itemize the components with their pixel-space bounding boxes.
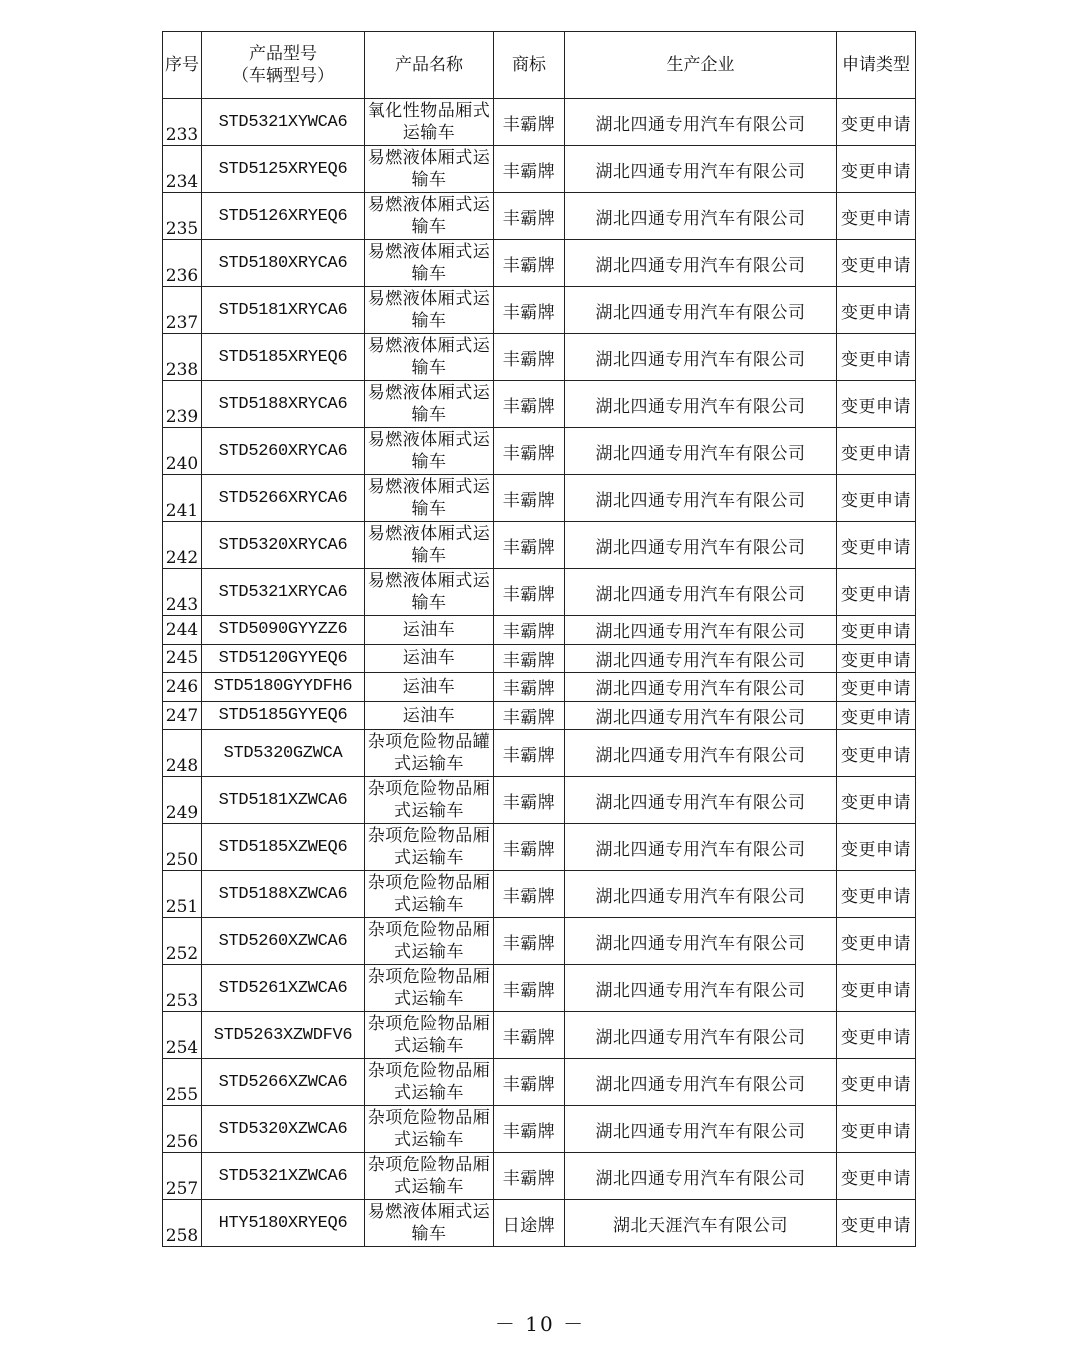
product-name: 杂项危险物品厢式运输车 [365, 1012, 494, 1059]
manufacturer: 湖北四通专用汽车有限公司 [565, 824, 837, 871]
brand-name: 丰霸牌 [494, 99, 565, 146]
row-number: 245 [163, 644, 202, 673]
header-row [163, 32, 916, 99]
row-number: 255 [163, 1059, 202, 1106]
product-model: STD5261XZWCA6 [202, 965, 365, 1012]
row-number: 254 [163, 1012, 202, 1059]
product-name: 杂项危险物品厢式运输车 [365, 871, 494, 918]
table-row [163, 240, 916, 287]
application-type: 变更申请 [837, 287, 916, 334]
application-type: 变更申请 [837, 1200, 916, 1247]
table-row [163, 193, 916, 240]
table-row [163, 730, 916, 777]
application-type: 变更申请 [837, 918, 916, 965]
product-name: 杂项危险物品厢式运输车 [365, 1106, 494, 1153]
manufacturer: 湖北四通专用汽车有限公司 [565, 673, 837, 702]
product-model: STD5181XRYCA6 [202, 287, 365, 334]
table-row [163, 1153, 916, 1200]
manufacturer: 湖北四通专用汽车有限公司 [565, 240, 837, 287]
product-model: STD5320XRYCA6 [202, 522, 365, 569]
brand-name: 丰霸牌 [494, 701, 565, 730]
brand-name: 丰霸牌 [494, 522, 565, 569]
product-name: 易燃液体厢式运输车 [365, 193, 494, 240]
row-number: 247 [163, 701, 202, 730]
header-brand: 商标 [494, 32, 565, 99]
row-number: 250 [163, 824, 202, 871]
manufacturer: 湖北四通专用汽车有限公司 [565, 193, 837, 240]
application-type: 变更申请 [837, 777, 916, 824]
application-type: 变更申请 [837, 824, 916, 871]
product-model: STD5181XZWCA6 [202, 777, 365, 824]
manufacturer: 湖北四通专用汽车有限公司 [565, 381, 837, 428]
page-number: － 10 － [494, 1312, 586, 1336]
table-header [163, 32, 916, 99]
vehicle-model-table [162, 31, 916, 1247]
table-row [163, 146, 916, 193]
table-row [163, 569, 916, 616]
manufacturer: 湖北四通专用汽车有限公司 [565, 644, 837, 673]
row-number: 240 [163, 428, 202, 475]
application-type: 变更申请 [837, 701, 916, 730]
row-number: 234 [163, 146, 202, 193]
table-row [163, 99, 916, 146]
table-row [163, 475, 916, 522]
table-row [163, 334, 916, 381]
manufacturer: 湖北四通专用汽车有限公司 [565, 569, 837, 616]
manufacturer: 湖北四通专用汽车有限公司 [565, 1059, 837, 1106]
product-model: STD5321XRYCA6 [202, 569, 365, 616]
row-number: 238 [163, 334, 202, 381]
brand-name: 丰霸牌 [494, 918, 565, 965]
table-row [163, 824, 916, 871]
manufacturer: 湖北四通专用汽车有限公司 [565, 965, 837, 1012]
application-type: 变更申请 [837, 673, 916, 702]
application-type: 变更申请 [837, 616, 916, 645]
brand-name: 丰霸牌 [494, 644, 565, 673]
application-type: 变更申请 [837, 99, 916, 146]
brand-name: 丰霸牌 [494, 428, 565, 475]
product-model: STD5260XZWCA6 [202, 918, 365, 965]
row-number: 242 [163, 522, 202, 569]
manufacturer: 湖北四通专用汽车有限公司 [565, 616, 837, 645]
product-model: STD5321XZWCA6 [202, 1153, 365, 1200]
product-name: 易燃液体厢式运输车 [365, 1200, 494, 1247]
table-row [163, 428, 916, 475]
product-name: 运油车 [365, 701, 494, 730]
product-model: STD5090GYYZZ6 [202, 616, 365, 645]
product-name: 易燃液体厢式运输车 [365, 428, 494, 475]
header-no: 序号 [163, 32, 202, 99]
brand-name: 日途牌 [494, 1200, 565, 1247]
product-model: STD5126XRYEQ6 [202, 193, 365, 240]
application-type: 变更申请 [837, 569, 916, 616]
application-type: 变更申请 [837, 965, 916, 1012]
table-row [163, 522, 916, 569]
table-row [163, 287, 916, 334]
application-type: 变更申请 [837, 475, 916, 522]
product-model: STD5266XZWCA6 [202, 1059, 365, 1106]
manufacturer: 湖北四通专用汽车有限公司 [565, 701, 837, 730]
product-model: STD5321XYWCA6 [202, 99, 365, 146]
application-type: 变更申请 [837, 644, 916, 673]
product-name: 易燃液体厢式运输车 [365, 287, 494, 334]
row-number: 241 [163, 475, 202, 522]
product-model: HTY5180XRYEQ6 [202, 1200, 365, 1247]
row-number: 239 [163, 381, 202, 428]
table-row [163, 1012, 916, 1059]
brand-name: 丰霸牌 [494, 965, 565, 1012]
application-type: 变更申请 [837, 428, 916, 475]
row-number: 235 [163, 193, 202, 240]
product-name: 杂项危险物品厢式运输车 [365, 918, 494, 965]
product-name: 杂项危险物品厢式运输车 [365, 965, 494, 1012]
brand-name: 丰霸牌 [494, 616, 565, 645]
application-type: 变更申请 [837, 1059, 916, 1106]
product-model: STD5185XRYEQ6 [202, 334, 365, 381]
application-type: 变更申请 [837, 240, 916, 287]
brand-name: 丰霸牌 [494, 240, 565, 287]
table-row [163, 871, 916, 918]
brand-name: 丰霸牌 [494, 334, 565, 381]
brand-name: 丰霸牌 [494, 1153, 565, 1200]
table-body [163, 99, 916, 1247]
table-row [163, 777, 916, 824]
product-name: 运油车 [365, 644, 494, 673]
header-name: 产品名称 [365, 32, 494, 99]
brand-name: 丰霸牌 [494, 777, 565, 824]
product-model: STD5185XZWEQ6 [202, 824, 365, 871]
product-name: 易燃液体厢式运输车 [365, 146, 494, 193]
product-model: STD5260XRYCA6 [202, 428, 365, 475]
table-row [163, 381, 916, 428]
product-name: 易燃液体厢式运输车 [365, 240, 494, 287]
product-model: STD5188XZWCA6 [202, 871, 365, 918]
product-name: 运油车 [365, 673, 494, 702]
row-number: 256 [163, 1106, 202, 1153]
product-model: STD5125XRYEQ6 [202, 146, 365, 193]
application-type: 变更申请 [837, 522, 916, 569]
row-number: 244 [163, 616, 202, 645]
application-type: 变更申请 [837, 730, 916, 777]
manufacturer: 湖北四通专用汽车有限公司 [565, 777, 837, 824]
brand-name: 丰霸牌 [494, 1059, 565, 1106]
table-row [163, 644, 916, 673]
manufacturer: 湖北四通专用汽车有限公司 [565, 334, 837, 381]
brand-name: 丰霸牌 [494, 730, 565, 777]
application-type: 变更申请 [837, 871, 916, 918]
row-number: 249 [163, 777, 202, 824]
product-model: STD5180GYYDFH6 [202, 673, 365, 702]
product-name: 易燃液体厢式运输车 [365, 334, 494, 381]
product-name: 杂项危险物品厢式运输车 [365, 824, 494, 871]
brand-name: 丰霸牌 [494, 569, 565, 616]
table-row [163, 965, 916, 1012]
application-type: 变更申请 [837, 1153, 916, 1200]
table-row [163, 1059, 916, 1106]
row-number: 236 [163, 240, 202, 287]
product-model: STD5185GYYEQ6 [202, 701, 365, 730]
row-number: 258 [163, 1200, 202, 1247]
brand-name: 丰霸牌 [494, 871, 565, 918]
manufacturer: 湖北天涯汽车有限公司 [565, 1200, 837, 1247]
table-row [163, 616, 916, 645]
brand-name: 丰霸牌 [494, 193, 565, 240]
brand-name: 丰霸牌 [494, 475, 565, 522]
table-row [163, 1106, 916, 1153]
product-name: 易燃液体厢式运输车 [365, 569, 494, 616]
manufacturer: 湖北四通专用汽车有限公司 [565, 1012, 837, 1059]
product-model: STD5266XRYCA6 [202, 475, 365, 522]
table-row [163, 1200, 916, 1247]
manufacturer: 湖北四通专用汽车有限公司 [565, 1106, 837, 1153]
header-model-line1: 产品型号 [249, 44, 317, 64]
application-type: 变更申请 [837, 1106, 916, 1153]
row-number: 257 [163, 1153, 202, 1200]
manufacturer: 湖北四通专用汽车有限公司 [565, 428, 837, 475]
brand-name: 丰霸牌 [494, 1012, 565, 1059]
manufacturer: 湖北四通专用汽车有限公司 [565, 522, 837, 569]
table-row [163, 918, 916, 965]
header-model [202, 32, 365, 99]
row-number: 233 [163, 99, 202, 146]
application-type: 变更申请 [837, 193, 916, 240]
product-name: 杂项危险物品厢式运输车 [365, 1153, 494, 1200]
application-type: 变更申请 [837, 1012, 916, 1059]
row-number: 237 [163, 287, 202, 334]
brand-name: 丰霸牌 [494, 673, 565, 702]
header-maker: 生产企业 [565, 32, 837, 99]
brand-name: 丰霸牌 [494, 824, 565, 871]
product-name: 运油车 [365, 616, 494, 645]
row-number: 251 [163, 871, 202, 918]
manufacturer: 湖北四通专用汽车有限公司 [565, 730, 837, 777]
row-number: 248 [163, 730, 202, 777]
product-model: STD5320XZWCA6 [202, 1106, 365, 1153]
manufacturer: 湖北四通专用汽车有限公司 [565, 475, 837, 522]
product-model: STD5180XRYCA6 [202, 240, 365, 287]
brand-name: 丰霸牌 [494, 287, 565, 334]
product-name: 易燃液体厢式运输车 [365, 381, 494, 428]
application-type: 变更申请 [837, 146, 916, 193]
brand-name: 丰霸牌 [494, 146, 565, 193]
product-name: 杂项危险物品罐式运输车 [365, 730, 494, 777]
manufacturer: 湖北四通专用汽车有限公司 [565, 287, 837, 334]
row-number: 252 [163, 918, 202, 965]
brand-name: 丰霸牌 [494, 1106, 565, 1153]
row-number: 253 [163, 965, 202, 1012]
product-model: STD5188XRYCA6 [202, 381, 365, 428]
manufacturer: 湖北四通专用汽车有限公司 [565, 99, 837, 146]
application-type: 变更申请 [837, 334, 916, 381]
product-name: 氧化性物品厢式运输车 [365, 99, 494, 146]
brand-name: 丰霸牌 [494, 381, 565, 428]
table-row [163, 701, 916, 730]
product-model: STD5263XZWDFV6 [202, 1012, 365, 1059]
header-model-line2: （车辆型号） [232, 66, 334, 86]
manufacturer: 湖北四通专用汽车有限公司 [565, 146, 837, 193]
product-model: STD5120GYYEQ6 [202, 644, 365, 673]
product-model: STD5320GZWCA [202, 730, 365, 777]
row-number: 246 [163, 673, 202, 702]
product-name: 易燃液体厢式运输车 [365, 475, 494, 522]
product-name: 杂项危险物品厢式运输车 [365, 777, 494, 824]
manufacturer: 湖北四通专用汽车有限公司 [565, 918, 837, 965]
manufacturer: 湖北四通专用汽车有限公司 [565, 1153, 837, 1200]
header-type: 申请类型 [837, 32, 916, 99]
product-name: 易燃液体厢式运输车 [365, 522, 494, 569]
row-number: 243 [163, 569, 202, 616]
product-name: 杂项危险物品厢式运输车 [365, 1059, 494, 1106]
application-type: 变更申请 [837, 381, 916, 428]
table-row [163, 673, 916, 702]
manufacturer: 湖北四通专用汽车有限公司 [565, 871, 837, 918]
